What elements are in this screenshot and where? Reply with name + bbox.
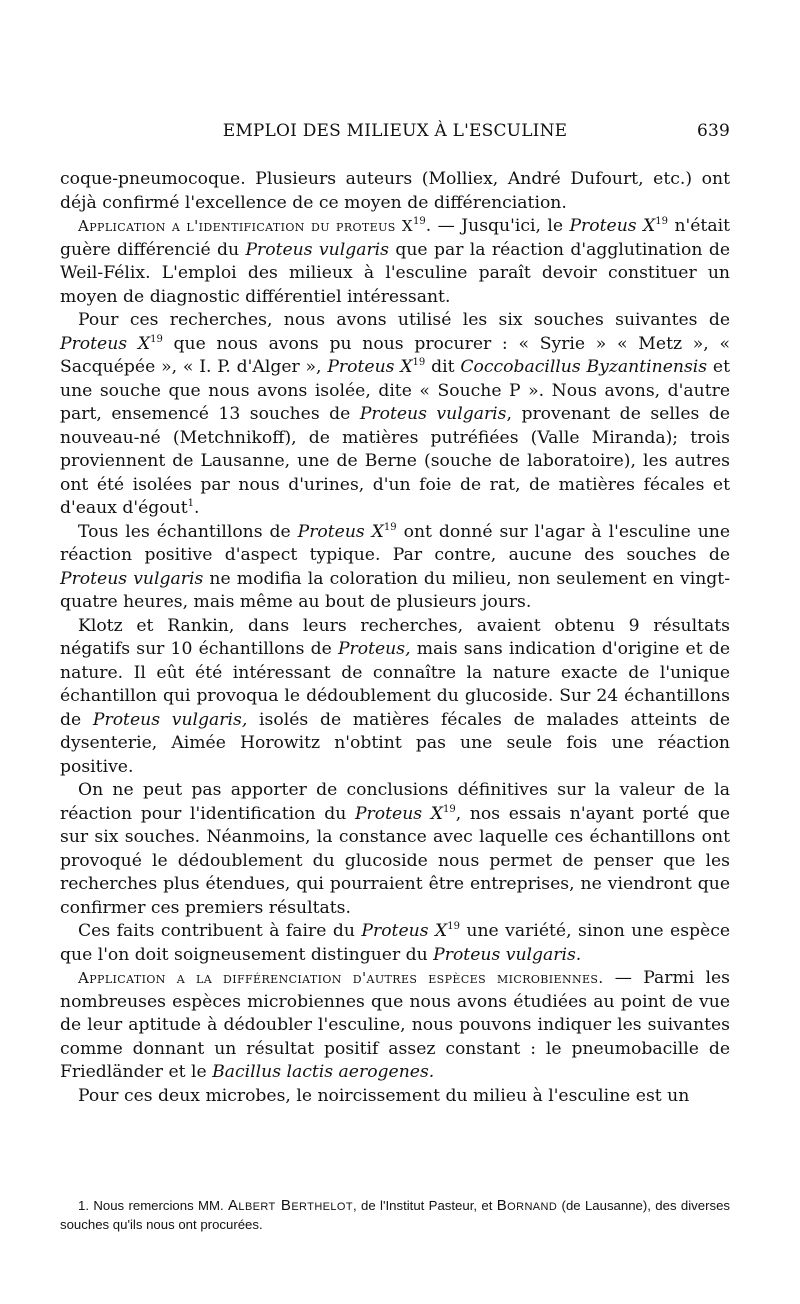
paragraph-1-text: coque-pneumocoque. Plusieurs auteurs (Molliex, André Dufourt, etc.) ont déjà confirmé l'excellence de ce moyen de différenciation. (60, 169, 730, 213)
paragraph-1 (60, 168, 730, 215)
species-name: Proteus vulgaris (359, 404, 507, 424)
section-heading-identification: Application a l'identification du proteus X (78, 217, 413, 235)
species-name: Proteus X (569, 216, 656, 236)
text-run: Ces faits contribuent à faire du (78, 921, 362, 941)
superscript: 19 (442, 803, 456, 815)
footnote-reference[interactable]: 1 (187, 498, 194, 509)
species-name: Proteus X (354, 803, 443, 824)
text-run: que nous avons pu nous procurer : « Syrie » « Metz », « Sacquépée », « I. P. d'Alger », (60, 333, 731, 377)
footnote-number: 1. (78, 1198, 89, 1213)
text-run: Pour ces deux microbes, le noircissement du milieu à l'esculine est un (78, 1085, 690, 1106)
text-run: dit (425, 357, 461, 377)
text-run: ont donné sur l'agar à l'esculine une réaction positive d'aspect typique. Par contre, aucune des souches de (60, 521, 730, 565)
paragraph-2 (60, 215, 730, 309)
section-heading-differentiation: Application a la différenciation d'autres espèces microbiennes. (78, 969, 604, 987)
species-name: Proteus vulgaris (245, 239, 389, 260)
species-name: Proteus vulgaris. (433, 944, 582, 965)
page-number: 639 (696, 121, 730, 141)
text-run: et une souche que nous avons isolée, dite « Souche P ». Nous avons, d'autre part, ensemencé 13 souches de (60, 357, 731, 424)
superscript: 19 (412, 357, 426, 368)
species-name: Proteus X (327, 357, 413, 377)
species-name: Proteus X (297, 521, 384, 542)
text-run: n'était guère différencié du (60, 216, 730, 260)
species-name: Coccobacillus Byzantinensis (460, 357, 708, 377)
species-name: Bacillus lactis aerogenes. (212, 1062, 435, 1082)
running-header (60, 121, 730, 147)
text-run: isolés de matières fécales de malades atteints de dysenterie, Aimée Horowitz n'obtint pas une seule fois une réaction positive. (60, 709, 730, 777)
text-run: que par la réaction d'agglutination de Weil-Félix. L'emploi des milieux à l'esculine paraît devoir constituer un moyen de diagnostic différentiel intéressant. (60, 239, 730, 307)
text-run: ne modifia la coloration du milieu, non seulement en vingt-quatre heures, mais même au bout de plusieurs jours. (60, 568, 730, 612)
text-run: , de l'Institut Pasteur, et (353, 1198, 497, 1213)
text-run: Klotz et Rankin, dans leurs recherches, avaient obtenu 9 résultats négatifs sur 10 échantillons de (60, 615, 730, 659)
paragraph-7 (60, 920, 730, 967)
superscript: 19 (412, 216, 426, 227)
text-run: Tous les échantillons de (78, 521, 298, 542)
text-run: . — Jusqu'ici, le (425, 216, 570, 236)
paragraph-5 (60, 615, 730, 780)
superscript: 19 (655, 216, 669, 227)
footnote-name: Bornand (496, 1197, 558, 1214)
species-name: Proteus vulgaris, (92, 709, 248, 730)
text-run: (de Lausanne), des diverses souches qu'ils nous ont procurées. (60, 1198, 730, 1232)
superscript: 19 (150, 333, 163, 345)
text-run: Nous remercions MM. (89, 1198, 229, 1213)
text-run: — Parmi les nombreuses espèces microbiennes que nous avons étudiées au point de vue de leur aptitude à dédoubler l'esculine, nous pouvons indiquer les suivantes comme donnant un résultat positif assez constant : le pneumobacille de Friedländer et le (60, 968, 730, 1082)
paragraph-4 (60, 521, 730, 615)
paragraph-3 (60, 309, 730, 521)
text-run: . (193, 498, 200, 518)
species-name: Proteus X (60, 333, 151, 354)
superscript: 19 (383, 521, 397, 533)
paragraph-8 (60, 967, 730, 1085)
body-text (60, 168, 730, 1108)
footnote (60, 1196, 730, 1234)
text-run: , provenant de selles de nouveau-né (Metchnikoff), de matières putréfiées (Valle Miranda); trois proviennent de Lausanne, une de Berne (souche de laboratoire), les autres ont été isolées par nous d'urines, d'un foie de rat, de matières fécales et d'eaux d'égout (60, 404, 730, 518)
text-run: mais sans indication d'origine et de nature. Il eût été intéressant de connaître la nature exacte de l'unique échantillon qui provoqua le dédoublement du glucoside. Sur 24 échantillons de (60, 639, 730, 730)
species-name: Proteus, (337, 639, 411, 659)
footnote-name: Albert Berthelot (228, 1197, 354, 1214)
text-run: Pour ces recherches, nous avons utilisé les six souches suivantes de (78, 310, 730, 330)
text-run: une variété, sinon une espèce que l'on doit soigneusement distinguer du (60, 921, 731, 965)
text-run: On ne peut pas apporter de conclusions définitives sur la valeur de la réaction pour l'identification du (60, 780, 730, 824)
paragraph-9 (60, 1085, 730, 1109)
species-name: Proteus vulgaris (60, 568, 204, 589)
running-title: EMPLOI DES MILIEUX À L'ESCULINE (222, 121, 568, 141)
superscript: 19 (447, 921, 460, 932)
species-name: Proteus X (361, 921, 448, 941)
paragraph-6 (60, 779, 730, 920)
text-run: , nos essais n'ayant porté que sur six souches. Néanmoins, la constance avec laquelle ces échantillons ont provoqué le dédoublement du glucoside nous permet de penser que les recherches plus étendues, qui pourraient être entreprises, ne viendront que confirmer ces premiers résultats. (60, 803, 730, 918)
document-page (60, 0, 730, 1304)
